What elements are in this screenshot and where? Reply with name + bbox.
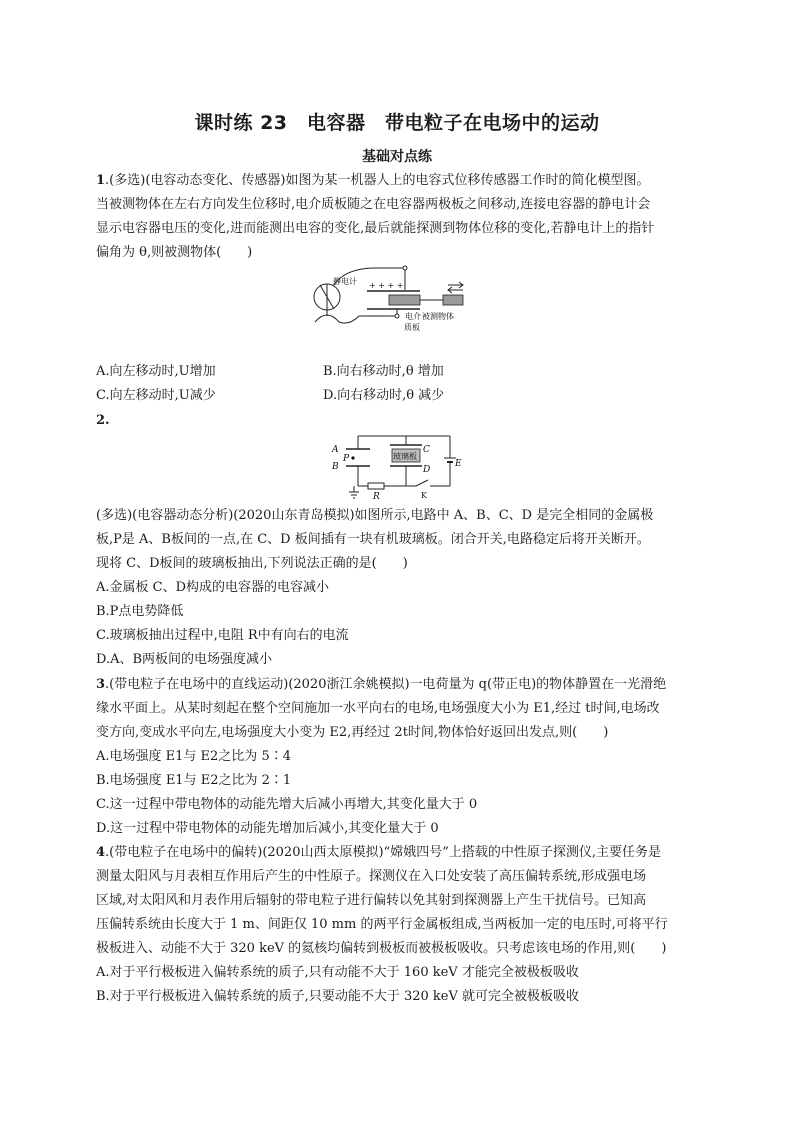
question-3-line: 3.(带电粒子在电场中的直线运动)(2020浙江余姚模拟)一电荷量为 q(带正电)的物体静置在一光滑绝: [96, 677, 667, 692]
option-c: C.这一过程中带电物体的动能先增大后减小再增大,其变化量大于 0: [96, 797, 478, 812]
question-number: 3: [96, 677, 106, 692]
label-e: E: [455, 459, 462, 469]
label-p: P: [343, 454, 350, 464]
section-heading: 基础对点练: [362, 149, 432, 165]
question-4-line: 区域,对太阳风和月表作用后辐射的带电粒子进行偏转以免其射到探测器上产生干扰信号。已知高: [96, 893, 647, 908]
question-3-line: 变方向,变成水平向左,电场强度大小变为 E2,再经过 2t时间,物体恰好返回出发点,则( ): [96, 725, 609, 740]
question-3: [96, 673, 700, 841]
minus-charges-label: — —: [369, 311, 388, 320]
option-d: D.A、B两板间的电场强度减小: [96, 652, 273, 667]
question-4-line: 极板进入、动能不大于 320 keV 的氦核均偏转到极板而被极板吸收。只考虑该电场的作用,则( ): [96, 941, 667, 956]
question-2-line: (多选)(电容器动态分析)(2020山东青岛模拟)如图所示,电路中 A、B、C、D 是完全相同的金属极: [96, 508, 654, 523]
option-d: D.这一过程中带电物体的动能先增加后减小,其变化量大于 0: [96, 821, 439, 836]
option-c: C.玻璃板抽出过程中,电阻 R中有向右的电流: [96, 628, 349, 643]
electrometer-label: 静电计: [333, 277, 357, 286]
question-4-line: 4.(带电粒子在电场中的偏转)(2020山西太原模拟)“嫦娥四号”上搭载的中性原子探测仪,主要任务是: [96, 845, 661, 860]
question-1-line: 偏角为 θ,则被测物体( ): [96, 245, 253, 260]
label-r: R: [373, 492, 380, 502]
question-4-line: 压偏转系统由长度大于 1 m、间距仅 10 mm 的两平行金属板组成,当两板加一定的电压时,可将平行: [96, 917, 668, 932]
label-c: C: [423, 445, 430, 455]
question-1-options: [96, 360, 700, 408]
option-b: B.P点电势降低: [96, 604, 184, 619]
question-4-line: 测量太阳风与月表相互作用后产生的中性原子。探测仪在入口处安装了高压偏转系统,形成强电场: [96, 869, 647, 884]
question-2-line: 板,P是 A、B板间的一点,在 C、D 板间插有一块有机玻璃板。闭合开关,电路稳定后将开关断开。: [96, 532, 650, 547]
option-a: A.对于平行极板进入偏转系统的质子,只有动能不大于 160 keV 才能完全被极板吸收: [96, 965, 579, 980]
question-number: 4: [96, 845, 106, 860]
label-b: B: [332, 462, 339, 472]
plus-charges-label: + + + +: [369, 281, 404, 290]
glass-plate-label: 玻璃板: [393, 452, 417, 461]
question-2-line: 现将 C、D板间的玻璃板抽出,下列说法正确的是( ): [96, 556, 408, 571]
object-label: 被测物体: [422, 312, 454, 321]
label-k: K: [421, 491, 427, 500]
question-2: [96, 504, 700, 672]
option-b: B.对于平行极板进入偏转系统的质子,只要动能不大于 320 keV 就可完全被极板吸收: [96, 989, 579, 1004]
option-a: A.向左移动时,U增加: [96, 364, 216, 379]
option-c: C.向左移动时,U减少: [96, 388, 216, 403]
dielectric-label-top: 电介: [405, 312, 421, 321]
option-d: D.向右移动时,θ 减少: [323, 388, 445, 403]
question-4: [96, 841, 700, 1009]
option-b: B.电场强度 E1与 E2之比为 2∶1: [96, 773, 292, 788]
question-1-line: 显示电容器电压的变化,进而能测出电容的变化,最后就能探测到物体位移的变化,若静电计上的指针: [96, 221, 655, 236]
sensor-diagram: [305, 264, 505, 336]
option-b: B.向右移动时,θ 增加: [323, 364, 444, 379]
question-3-line: 缘水平面上。从某时刻起在整个空间施加一水平向右的电场,电场强度大小为 E1,经过 t时间,电场改: [96, 701, 660, 716]
page-title: 课时练 23 电容器 带电粒子在电场中的运动: [194, 112, 600, 134]
label-d: D: [423, 465, 431, 475]
question-1-line: 1.(多选)(电容动态变化、传感器)如图为某一机器人上的电容式位移传感器工作时的简化模型图。: [96, 173, 650, 188]
option-a: A.金属板 C、D构成的电容器的电容减小: [96, 580, 330, 595]
question-1-line: 当被测物体在左右方向发生位移时,电介质板随之在电容器两极板之间移动,连接电容器的静电计会: [96, 197, 651, 212]
label-a: A: [332, 445, 339, 455]
question-number: 1: [96, 173, 106, 188]
circuit-diagram: [328, 432, 468, 504]
question-2-number: 2.: [96, 413, 110, 428]
dielectric-label-bottom: 质板: [404, 323, 420, 332]
question-1: [96, 169, 700, 265]
option-a: A.电场强度 E1与 E2之比为 5∶4: [96, 749, 291, 764]
